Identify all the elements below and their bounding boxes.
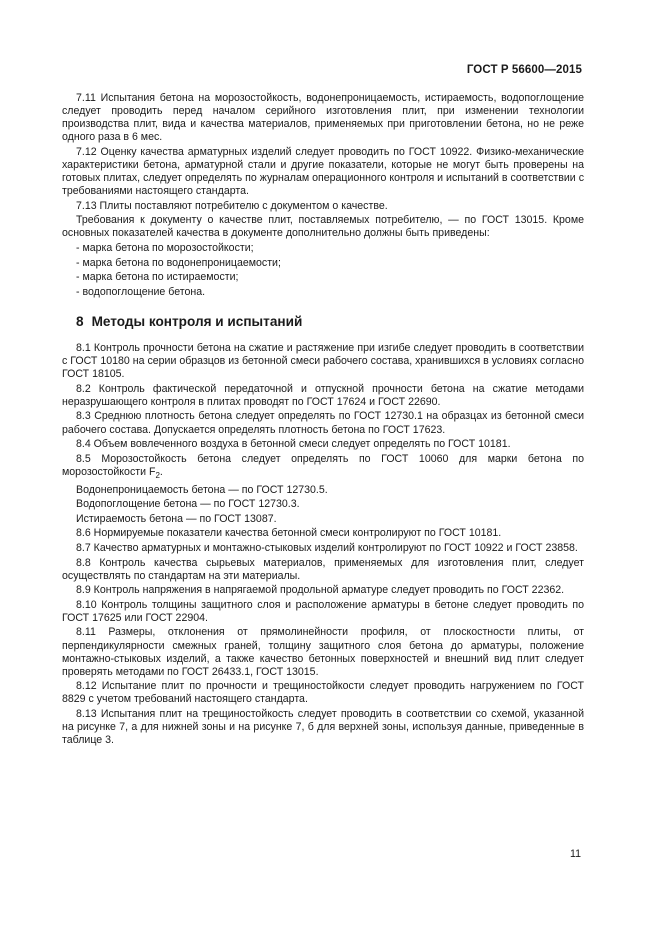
paragraph-quality-document: Требования к документу о качестве плит, поставляемых потребителю, — по ГОСТ 13015. Кроме основных показателей качества в документе дополнительно должны быть приведены:: [62, 214, 584, 240]
document-code-header: ГОСТ Р 56600—2015: [466, 64, 582, 76]
section-heading: [76, 315, 584, 328]
list-item: - марка бетона по морозостойкости;: [76, 242, 254, 255]
paragraph-8-3: 8.3 Среднюю плотность бетона следует определять по ГОСТ 12730.1 на образцах из бетонной смеси рабочего состава. Допускается определять плотность бетона по ГОСТ 17623.: [62, 410, 584, 436]
list-item: - водопоглощение бетона.: [76, 285, 206, 298]
paragraph-8-1: 8.1 Контроль прочности бетона на сжатие и растяжение при изгибе следует проводить в соответствии с ГОСТ 10180 на серии образцов из бетонной смеси рабочего состава, хранившихся в условиях согласно ГОСТ 18105.: [62, 342, 584, 381]
paragraph-water-absorption: Водопоглощение бетона — по ГОСТ 12730.3.: [76, 498, 300, 511]
section-number: 8: [76, 313, 84, 329]
paragraph-8-5-text: 8.5 Морозостойкость бетона следует определять по ГОСТ 10060 для марки бетона по морозостойкости F: [62, 452, 584, 478]
paragraph-8-5: [62, 453, 584, 482]
list-item: - марка бетона по водонепроницаемости;: [76, 256, 281, 269]
page-number: 11: [570, 848, 581, 860]
list-item: - марка бетона по истираемости;: [76, 271, 239, 284]
document-body: [62, 92, 584, 749]
section-title: Методы контроля и испытаний: [91, 313, 303, 329]
frost-grade-subscript: 2: [155, 470, 160, 480]
paragraph-8-2: 8.2 Контроль фактической передаточной и отпускной прочности бетона на сжатие методами неразрушающего контроля в плитах проводят по ГОСТ 17624 и ГОСТ 22690.: [62, 382, 584, 408]
paragraph-abrasion: Истираемость бетона — по ГОСТ 13087.: [76, 512, 277, 525]
paragraph-8-10: 8.10 Контроль толщины защитного слоя и расположение арматуры в бетоне следует проводить по ГОСТ 17625 или ГОСТ 22904.: [62, 598, 584, 624]
paragraph-8-5-end: .: [159, 465, 163, 478]
paragraph-8-9: 8.9 Контроль напряжения в напрягаемой продольной арматуре следует проводить по ГОСТ 22362.: [76, 584, 565, 597]
paragraph-7-13: 7.13 Плиты поставляют потребителю с документом о качестве.: [76, 199, 388, 212]
paragraph-8-11: 8.11 Размеры, отклонения от прямолинейности профиля, от плоскостности плиты, от перпендикулярности смежных граней, толщину защитного слоя бетона до арматуры, положение монтажно-стыковых изделий, а также качество бетонных поверхностей и внешний вид плит следует проверять методами по ГОСТ 26433.1, ГОСТ 13015.: [62, 626, 584, 678]
paragraph-7-11: 7.11 Испытания бетона на морозостойкость, водонепроницаемость, истираемость, водопоглощение следует проводить перед началом серийного изготовления плит, при изменении технологии производства плит, вида и качества материалов, применяемых при приготовлении бетона, но не реже одного раза в 6 мес.: [62, 92, 584, 144]
paragraph-7-12: 7.12 Оценку качества арматурных изделий следует проводить по ГОСТ 10922. Физико-механические характеристики бетона, арматурной стали и другие показатели, которые не могут быть проверены на готовых плитах, следует определять по журналам операционного контроля и испытаний в соответствии с требованиями настоящего стандарта.: [62, 145, 584, 198]
paragraph-8-13: 8.13 Испытания плит на трещиностойкость следует проводить в соответствии со схемой, указанной на рисунке 7, а для нижней зоны и на рисунке 7, б для верхней зоны, используя данные, приведенные в таблице 3.: [62, 708, 584, 747]
paragraph-8-6: 8.6 Нормируемые показатели качества бетонной смеси контролируют по ГОСТ 10181.: [76, 527, 502, 540]
paragraph-8-7: 8.7 Качество арматурных и монтажно-стыковых изделий контролируют по ГОСТ 10922 и ГОСТ 23858.: [76, 541, 578, 554]
paragraph-8-12: 8.12 Испытание плит по прочности и трещиностойкости следует проводить нагружением по ГОСТ 8829 с учетом требований настоящего стандарта.: [62, 680, 584, 706]
paragraph-8-4: 8.4 Объем вовлеченного воздуха в бетонной смеси следует определять по ГОСТ 10181.: [76, 438, 511, 451]
paragraph-8-8: 8.8 Контроль качества сырьевых материалов, применяемых для изготовления плит, следует осуществлять по стандартам на эти материалы.: [62, 556, 584, 582]
paragraph-water-resistance: Водонепроницаемость бетона — по ГОСТ 12730.5.: [76, 483, 328, 496]
